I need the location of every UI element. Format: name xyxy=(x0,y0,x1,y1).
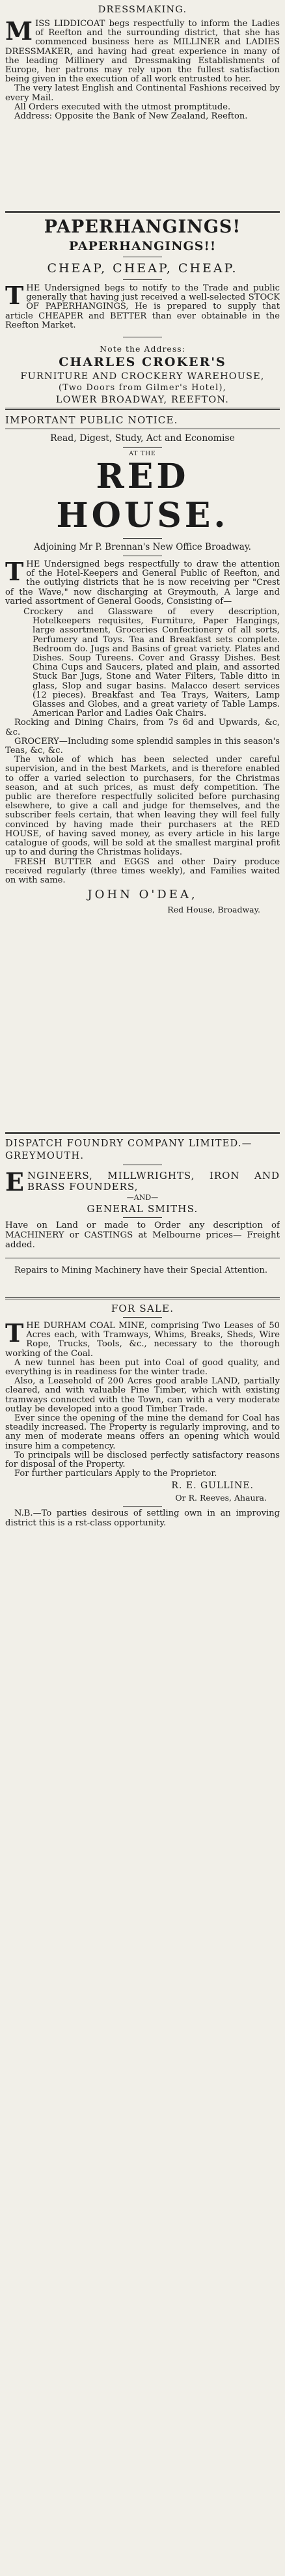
foundry-trades: ENGINEERS, MILLWRIGHTS, IRON AND BRASS FOUNDERS, xyxy=(5,1167,280,1196)
dressmaking-intro: MISS LIDDICOAT begs respectfully to inform the Ladies of Reefton and the surrounding district, that she has commenced business here as MILLINER and LADIES DRESSMAKER, and having had great experience in many of the leading Millinery and Dressmaking Establishments of Europe, her patrons may rely upon the fullest satisfaction being given in the execution of all work entrusted to her. xyxy=(5,16,280,85)
short-rule xyxy=(123,538,162,539)
for-sale-principals: To principals will be disclosed perfectly satisfactory reasons for disposal of the Property. xyxy=(5,1450,280,1470)
red-house-grocery: GROCERY—Including some splendid samples in this season's Teas, &c, &c. xyxy=(5,736,280,756)
divider xyxy=(5,1132,280,1134)
for-sale-nb: N.B.—To parties desirous of settling own in an improving district this is a rst-class opportunity. xyxy=(5,1508,280,1528)
for-sale-proprietor: R. E. GULLINE. xyxy=(171,1480,254,1492)
at-the: AT THE xyxy=(129,451,156,457)
red-house-goods: Crockery and Glassware of every description, Hotelkeepers requisites, Furniture, Paper Hangings, large assortment, Groceries Confectionery of all sorts, Perfumery and Toys. Tea and Breakfast sets complete. Bedroom do. Jugs and Basins of great variety. Plates and Dishes. Soup Tureens. Cover and Grassy Dishes. Best China Cups and Saucers, plated and plain, and assorted Stuck Bar Jugs, Stone and Water Filters, Table ditto in glass, Slop and sugar basins. Malacco desert services (12 pieces). Breakfast and Tea Trays, Waiters, Lamp Glasses and Globes, and a great variety of Table Lamps. American Parlor and Ladies Oak Chairs. xyxy=(23,607,280,719)
divider xyxy=(5,1297,280,1299)
for-sale-mine: THE DURHAM COAL MINE, comprising Two Leases of 50 Acres each, with Tramways, Whims, Breaks, Sheds, Wire Rope, Trucks, Tools, &c., necessary to the thorough working of the Coal. xyxy=(5,1318,280,1359)
foundry-repairs: Repairs to Mining Machinery have their Special Attention. xyxy=(14,1266,268,1275)
short-rule xyxy=(123,1506,162,1507)
red-house-adjoining: Adjoining Mr P. Brennan's New Office Broadway. xyxy=(34,542,251,552)
for-sale-heading: FOR SALE. xyxy=(111,1303,174,1314)
paperhangings-subtitle: PAPERHANGINGS!! xyxy=(68,239,217,253)
croker-location: (Two Doors from Gilmer's Hotel), xyxy=(59,383,226,393)
paperhangings-title: PAPERHANGINGS! xyxy=(44,217,241,237)
croker-warehouse: FURNITURE AND CROCKERY WAREHOUSE, xyxy=(20,371,265,382)
for-sale-agent: Or R. Reeves, Ahaura. xyxy=(175,1493,267,1503)
cheap-line: CHEAP, CHEAP, CHEAP. xyxy=(47,261,238,276)
croker-name: CHARLES CROKER'S xyxy=(59,355,226,370)
dressmaking-ad xyxy=(5,4,280,121)
red-house-tagline: Read, Digest, Study, Act and Economise xyxy=(50,433,235,444)
foundry-title: DISPATCH FOUNDRY COMPANY LIMITED.—GREYMOUTH. xyxy=(5,1138,252,1161)
paperhangings-ad xyxy=(5,216,280,406)
short-rule xyxy=(123,279,162,280)
note-address: Note the Address: xyxy=(100,344,185,354)
foundry-body: Have on Land or made to Order any description of MACHINERY or CASTINGS at Melbourne prices— Freight added. xyxy=(5,1221,280,1250)
short-rule xyxy=(123,1217,162,1218)
foundry-and: —AND— xyxy=(126,1193,159,1202)
for-sale-leasehold: Also, a Leasehold of 200 Acres good arable LAND, partially cleared, and with valuable Pine Timber, which with existing tramways connected with the Town, can with a very moderate outlay be developed into a good Timber Trade. xyxy=(5,1376,280,1414)
dressmaking-heading: DRESSMAKING. xyxy=(98,5,187,15)
red-house-signature-address: Red House, Broadway. xyxy=(167,905,260,915)
red-house-butter: FRESH BUTTER and EGGS and other Dairy produce received regularly (three times weekly), and Families waited on with same. xyxy=(5,856,280,885)
dressmaking-fashions: The very latest English and Continental Fashions received by every Mail. xyxy=(5,83,280,103)
foundry-ad xyxy=(5,1137,280,1275)
for-sale-particulars: For further particulars Apply to the Proprietor. xyxy=(14,1469,217,1479)
divider xyxy=(5,408,280,410)
red-house-title: RED HOUSE. xyxy=(56,457,229,535)
red-house-body: The whole of which has been selected under careful supervision, and in the best Markets, and is therefore enabled to offer a varied selection to purchasers, for the Christmas season, and at such prices, as must defy competition. The public are therefore respectfully solicited before purchasing elsewhere, to give a call and judge for themselves, and the subscriber feels certain, that when leaving they will feel fully convinced by having made their purchasers at the RED HOUSE, of having saved money, as every article in his large catalogue of goods, will be sold at the smallest marginal profit up to and during the Christmas holidays. xyxy=(5,755,280,858)
for-sale-ad xyxy=(5,1303,280,1528)
divider xyxy=(5,211,280,213)
short-rule xyxy=(123,1317,162,1318)
red-house-signature: JOHN O'DEA, xyxy=(87,888,198,902)
red-house-ad xyxy=(5,414,280,915)
red-house-chairs: Rocking and Dining Chairs, from 7s 6d and Upwards, &c, &c. xyxy=(5,718,280,737)
foundry-smiths: GENERAL SMITHS. xyxy=(87,1203,198,1215)
paperhangings-body: THE Undersigned begs to notify to the Trade and public generally that having just received a well-selected STOCK OF PAPERHANGINGS, He is prepared to supply that article CHEAPER and BETTER than ever obtainable in the Reefton Market. xyxy=(5,281,280,330)
for-sale-tunnel: A new tunnel has been put into Coal of good quality, and everything is in readiness for the winter trade. xyxy=(5,1357,280,1378)
croker-street: LOWER BROADWAY, REEFTON. xyxy=(55,395,230,406)
public-notice-heading: IMPORTANT PUBLIC NOTICE. xyxy=(5,414,178,426)
dressmaking-orders: All Orders executed with the utmost promptitude. xyxy=(14,102,231,112)
for-sale-demand: Ever since the opening of the mine the demand for Coal has steadily increased. The Property is regularly improving, and to any men of moderate means offers an opening which would insure him a competency. xyxy=(5,1413,280,1451)
red-house-intro: THE Undersigned begs respectfully to draw the attention of the Hotel-Keepers and General Public of Reefton, and the outlying districts that he is now receiving per "Crest of the Wave," now discharging at Greymouth, A large and varied assortment of General Goods, Consisting of— xyxy=(5,557,280,606)
short-rule xyxy=(123,447,162,448)
dressmaking-address: Address: Opposite the Bank of New Zealand, Reefton. xyxy=(14,111,248,122)
